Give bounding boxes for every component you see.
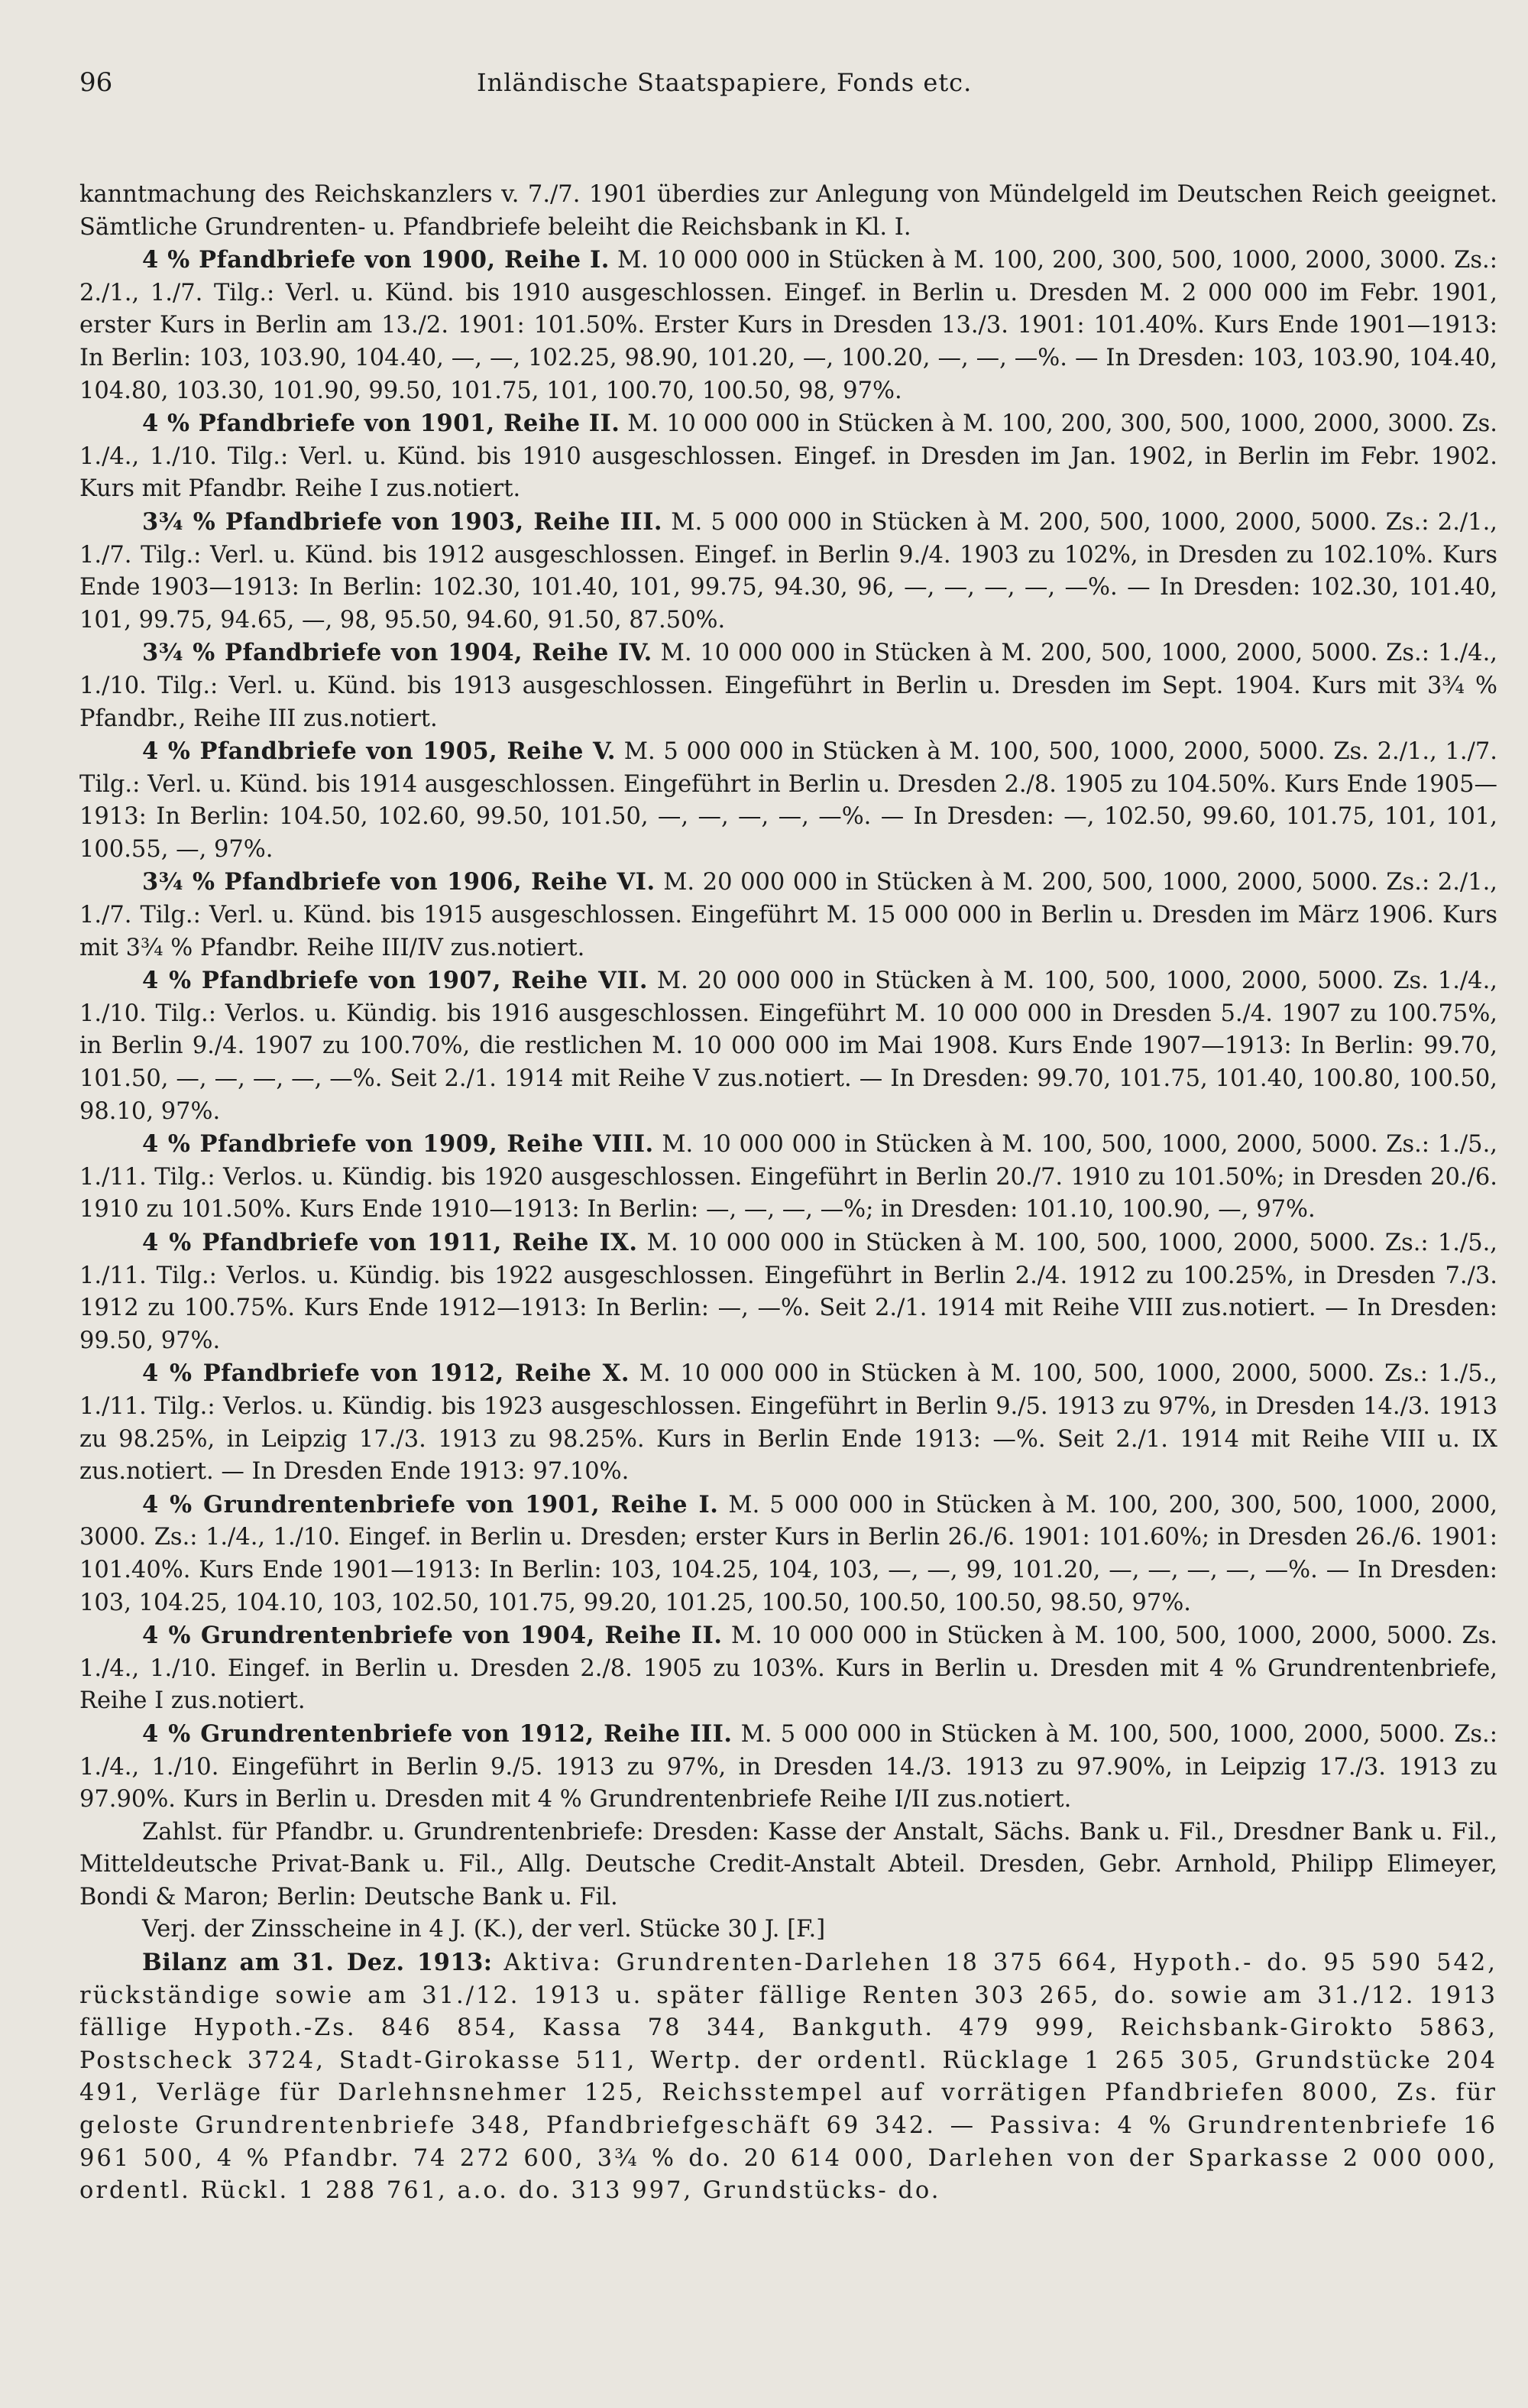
page-header — [79, 67, 1497, 113]
paragraph-pfandbriefe-1907 — [79, 964, 1497, 1128]
paragraph-text: M. 20 000 000 in Stücken à M. 100, 500, 1000, 2000, 5000. Zs. 1./4., 1./10. Tilg.: Verlos. u. Kündig. bis 1916 ausgeschlossen. Eingeführt M. 10 000 000 in Dresden 5./4. 1907 zu 100.75%, in Berlin 9./4. 1907 zu 100.70%, die restlichen M. 10 000 000 im Mai 1908. Kurs Ende 1907—1913: In Berlin: 99.70, 101.50, —, —, —, —, —%. Seit 2./1. 1914 mit Reihe V zus.notiert. — In Dresden: 99.70, 101.75, 101.40, 100.80, 100.50, 98.10, 97%. — [79, 967, 1497, 1125]
paragraph-text: M. 5 000 000 in Stücken à M. 100, 500, 1000, 2000, 5000. Zs. 2./1., 1./7. Tilg.: Verl. u. Künd. bis 1914 ausgeschlossen. Eingeführt in Berlin u. Dresden 2./8. 1905 zu 104.50%. Kurs Ende 1905—1913: In Berlin: 104.50, 102.60, 99.50, 101.50, —, —, —, —, —%. — In Dresden: —, 102.50, 99.60, 101.75, 101, 101, 100.55, —, 97%. — [79, 738, 1497, 863]
paragraph-pfandbriefe-1906 — [79, 866, 1497, 964]
entry-heading: 4 % Pfandbriefe von 1911, Reihe IX. — [142, 1229, 638, 1256]
entry-heading: 4 % Pfandbriefe von 1900, Reihe I. — [142, 246, 610, 274]
paragraph-verjaehrung — [79, 1914, 1497, 1946]
paragraph-pfandbriefe-1911 — [79, 1227, 1497, 1357]
paragraph-pfandbriefe-1912 — [79, 1357, 1497, 1488]
entry-heading: 3¾ % Pfandbriefe von 1904, Reihe IV. — [142, 639, 652, 667]
entry-heading: 4 % Pfandbriefe von 1907, Reihe VII. — [142, 967, 648, 995]
running-title: Inländische Staatspapiere, Fonds etc. — [477, 68, 973, 97]
paragraph-text: M. 20 000 000 in Stücken à M. 200, 500, 1000, 2000, 5000. Zs.: 2./1., 1./7. Tilg.: Verl. u. Künd. bis 1915 ausgeschlossen. Eingeführt M. 15 000 000 in Berlin u. Dresden im März 1906. Kurs mit 3¾ % Pfandbr. Reihe III/IV zus.notiert. — [79, 869, 1497, 961]
paragraph-pfandbriefe-1905 — [79, 735, 1497, 866]
entry-heading: 4 % Grundrentenbriefe von 1912, Reihe III. — [142, 1719, 733, 1748]
paragraph-text: Zahlst. für Pfandbr. u. Grundrentenbriefe: Dresden: Kasse der Anstalt, Sächs. Bank u. Fil., Dresdner Bank u. Fil., Mitteldeutsche Privat-Bank u. Fil., Allg. Deutsche Credit-Anstalt Abteil. Dresden, Gebr. Arnhold, Philipp Elimeyer, Bondi & Maron; Berlin: Deutsche Bank u. Fil. — [79, 1818, 1497, 1911]
paragraph-grundrentenbriefe-1904 — [79, 1619, 1497, 1718]
paragraph-pfandbriefe-1909 — [79, 1128, 1497, 1227]
entry-heading: 4 % Grundrentenbriefe von 1901, Reihe I. — [142, 1490, 719, 1518]
entry-heading: 3¾ % Pfandbriefe von 1906, Reihe VI. — [142, 868, 656, 896]
page-number: 96 — [79, 67, 113, 98]
entry-heading: 4 % Pfandbriefe von 1905, Reihe V. — [142, 737, 616, 766]
paragraph-text: M. 10 000 000 in Stücken à M. 100, 500, 1000, 2000, 5000. Zs. 1./4., 1./10. Eingef. in Berlin u. Dresden 2./8. 1905 zu 103%. Kurs in Berlin u. Dresden mit 4 % Grundrentenbriefe, Reihe I zus.notiert. — [79, 1622, 1497, 1715]
paragraph-grundrentenbriefe-1912 — [79, 1718, 1497, 1817]
paragraph-pfandbriefe-1901 — [79, 407, 1497, 506]
paragraph-grundrentenbriefe-1901 — [79, 1489, 1497, 1619]
paragraph-text: M. 10 000 000 in Stücken à M. 100, 500, 1000, 2000, 5000. Zs.: 1./5., 1./11. Tilg.: Verlos. u. Kündig. bis 1922 ausgeschlossen. Eingeführt in Berlin 2./4. 1912 zu 100.25%, in Dresden 7./3. 1912 zu 100.75%. Kurs Ende 1912—1913: In Berlin: —, —%. Seit 2./1. 1914 mit Reihe VIII zus.notiert. — In Dresden: 99.50, 97%. — [79, 1230, 1497, 1354]
entry-heading: 4 % Pfandbriefe von 1909, Reihe VIII. — [142, 1130, 654, 1159]
paragraph-text: Aktiva: Grundrenten-Darlehen 18 375 664, Hypoth.- do. 95 590 542, rückständige sowie am 31./12. 1913 u. später fällige Renten 303 265, do. sowie am 31./12. 1913 fällige Hypoth.-Zs. 846 854, Kassa 78 344, Bankguth. 479 999, Reichsbank-Girokto 5863, Postscheck 3724, Stadt-Girokasse 511, Wertp. der ordentl. Rücklage 1 265 305, Grundstücke 204 491, Verläge für Darlehnsnehmer 125, Reichsstempel auf vorrätigen Pfandbriefen 8000, Zs. für geloste Grundrentenbriefe 348, Pfandbriefgeschäft 69 342. — Passiva: 4 % Grundrentenbriefe 16 961 500, 4 % Pfandbr. 74 272 600, 3¾ % do. 20 614 000, Darlehen von der Sparkasse 2 000 000, ordentl. Rückl. 1 288 761, a.o. do. 313 997, Grundstücks- do. — [79, 1949, 1497, 2205]
entry-heading: 4 % Grundrentenbriefe von 1904, Reihe II. — [142, 1622, 723, 1650]
paragraph-pfandbriefe-1904 — [79, 637, 1497, 735]
paragraph-text: Verj. der Zinsscheine in 4 J. (K.), der verl. Stücke 30 J. [F.] — [142, 1916, 826, 1943]
entry-heading: 3¾ % Pfandbriefe von 1903, Reihe III. — [142, 507, 662, 536]
paragraph-zahlstellen — [79, 1817, 1497, 1914]
paragraph-text: M. 5 000 000 in Stücken à M. 100, 500, 1000, 2000, 5000. Zs.: 1./4., 1./10. Eingeführt in Berlin 9./5. 1913 zu 97%, in Dresden 14./3. 1913 zu 97.90%, in Leipzig 17./3. 1913 zu 97.90%. Kurs in Berlin u. Dresden mit 4 % Grundrentenbriefe Reihe I/II zus.notiert. — [79, 1720, 1498, 1813]
body-text — [79, 179, 1497, 2208]
paragraph-pfandbriefe-1900 — [79, 244, 1497, 407]
paragraph-text: M. 10 000 000 in Stücken à M. 100, 200, 300, 500, 1000, 2000, 3000. Zs.: 2./1., 1./7. Tilg.: Verl. u. Künd. bis 1910 ausgeschlossen. Eingef. in Berlin u. Dresden M. 2 000 000 im Febr. 1901, erster Kurs in Berlin am 13./2. 1901: 101.50%. Erster Kurs in Dresden 13./3. 1901: 101.40%. Kurs Ende 1901—1913: In Berlin: 103, 103.90, 104.40, —, —, 102.25, 98.90, 101.20, —, 100.20, —, —, —%. — In Dresden: 103, 103.90, 104.40, 104.80, 103.30, 101.90, 99.50, 101.75, 101, 100.70, 100.50, 98, 97%. — [79, 247, 1497, 404]
paragraph-pfandbriefe-1903 — [79, 506, 1497, 637]
paragraph-text: M. 10 000 000 in Stücken à M. 100, 500, 1000, 2000, 5000. Zs.: 1./5., 1./11. Tilg.: Verlos. u. Kündig. bis 1920 ausgeschlossen. Eingeführt in Berlin 20./7. 1910 zu 101.50%; in Dresden 20./6. 1910 zu 101.50%. Kurs Ende 1910—1913: In Berlin: —, —, —, —%; in Dresden: 101.10, 100.90, —, 97%. — [79, 1131, 1497, 1223]
paragraph-text: M. 5 000 000 in Stücken à M. 200, 500, 1000, 2000, 5000. Zs.: 2./1., 1./7. Tilg.: Verl. u. Künd. bis 1912 ausgeschlossen. Eingef. in Berlin 9./4. 1903 zu 102%, in Dresden zu 102.10%. Kurs Ende 1903—1913: In Berlin: 102.30, 101.40, 101, 99.75, 94.30, 96, —, —, —, —, —%. — In Dresden: 102.30, 101.40, 101, 99.75, 94.65, —, 98, 95.50, 94.60, 91.50, 87.50%. — [79, 508, 1497, 634]
paragraph-bilanz — [79, 1946, 1497, 2208]
paragraph-text: M. 10 000 000 in Stücken à M. 200, 500, 1000, 2000, 5000. Zs.: 1./4., 1./10. Tilg.: Verl. u. Künd. bis 1913 ausgeschlossen. Eingeführt in Berlin u. Dresden im Sept. 1904. Kurs mit 3¾ % Pfandbr., Reihe III zus.notiert. — [79, 640, 1497, 732]
paragraph-intro — [79, 179, 1497, 244]
entry-heading: 4 % Pfandbriefe von 1912, Reihe X. — [142, 1360, 630, 1388]
paragraph-text: M. 10 000 000 in Stücken à M. 100, 500, 1000, 2000, 5000. Zs.: 1./5., 1./11. Tilg.: Verlos. u. Kündig. bis 1923 ausgeschlossen. Eingeführt in Berlin 9./5. 1913 zu 97%, in Dresden 14./3. 1913 zu 98.25%, in Leipzig 17./3. 1913 zu 98.25%. Kurs in Berlin Ende 1913: —%. Seit 2./1. 1914 mit Reihe VIII u. IX zus.notiert. — In Dresden Ende 1913: 97.10%. — [79, 1360, 1497, 1486]
paragraph-text: M. 10 000 000 in Stücken à M. 100, 200, 300, 500, 1000, 2000, 3000. Zs. 1./4., 1./10. Tilg.: Verl. u. Künd. bis 1910 ausgeschlossen. Eingef. in Dresden im Jan. 1902, in Berlin im Febr. 1902. Kurs mit Pfandbr. Reihe I zus.notiert. — [79, 410, 1497, 503]
entry-heading: Bilanz am 31. Dez. 1913: — [142, 1949, 493, 1977]
paragraph-text: kanntmachung des Reichskanzlers v. 7./7. 1901 überdies zur Anlegung von Mündelgeld im Deutschen Reich geeignet. Sämtliche Grundrenten- u. Pfandbriefe beleiht die Reichsbank in Kl. I. — [79, 181, 1497, 241]
paragraph-text: M. 5 000 000 in Stücken à M. 100, 200, 300, 500, 1000, 2000, 3000. Zs.: 1./4., 1./10. Eingef. in Berlin u. Dresden; erster Kurs in Berlin 26./6. 1901: 101.60%; in Dresden 26./6. 1901: 101.40%. Kurs Ende 1901—1913: In Berlin: 103, 104.25, 104, 103, —, —, 99, 101.20, —, —, —, —, —%. — In Dresden: 103, 104.25, 104.10, 103, 102.50, 101.75, 99.20, 101.25, 100.50, 100.50, 100.50, 98.50, 97%. — [79, 1491, 1497, 1616]
entry-heading: 4 % Pfandbriefe von 1901, Reihe II. — [142, 410, 620, 438]
